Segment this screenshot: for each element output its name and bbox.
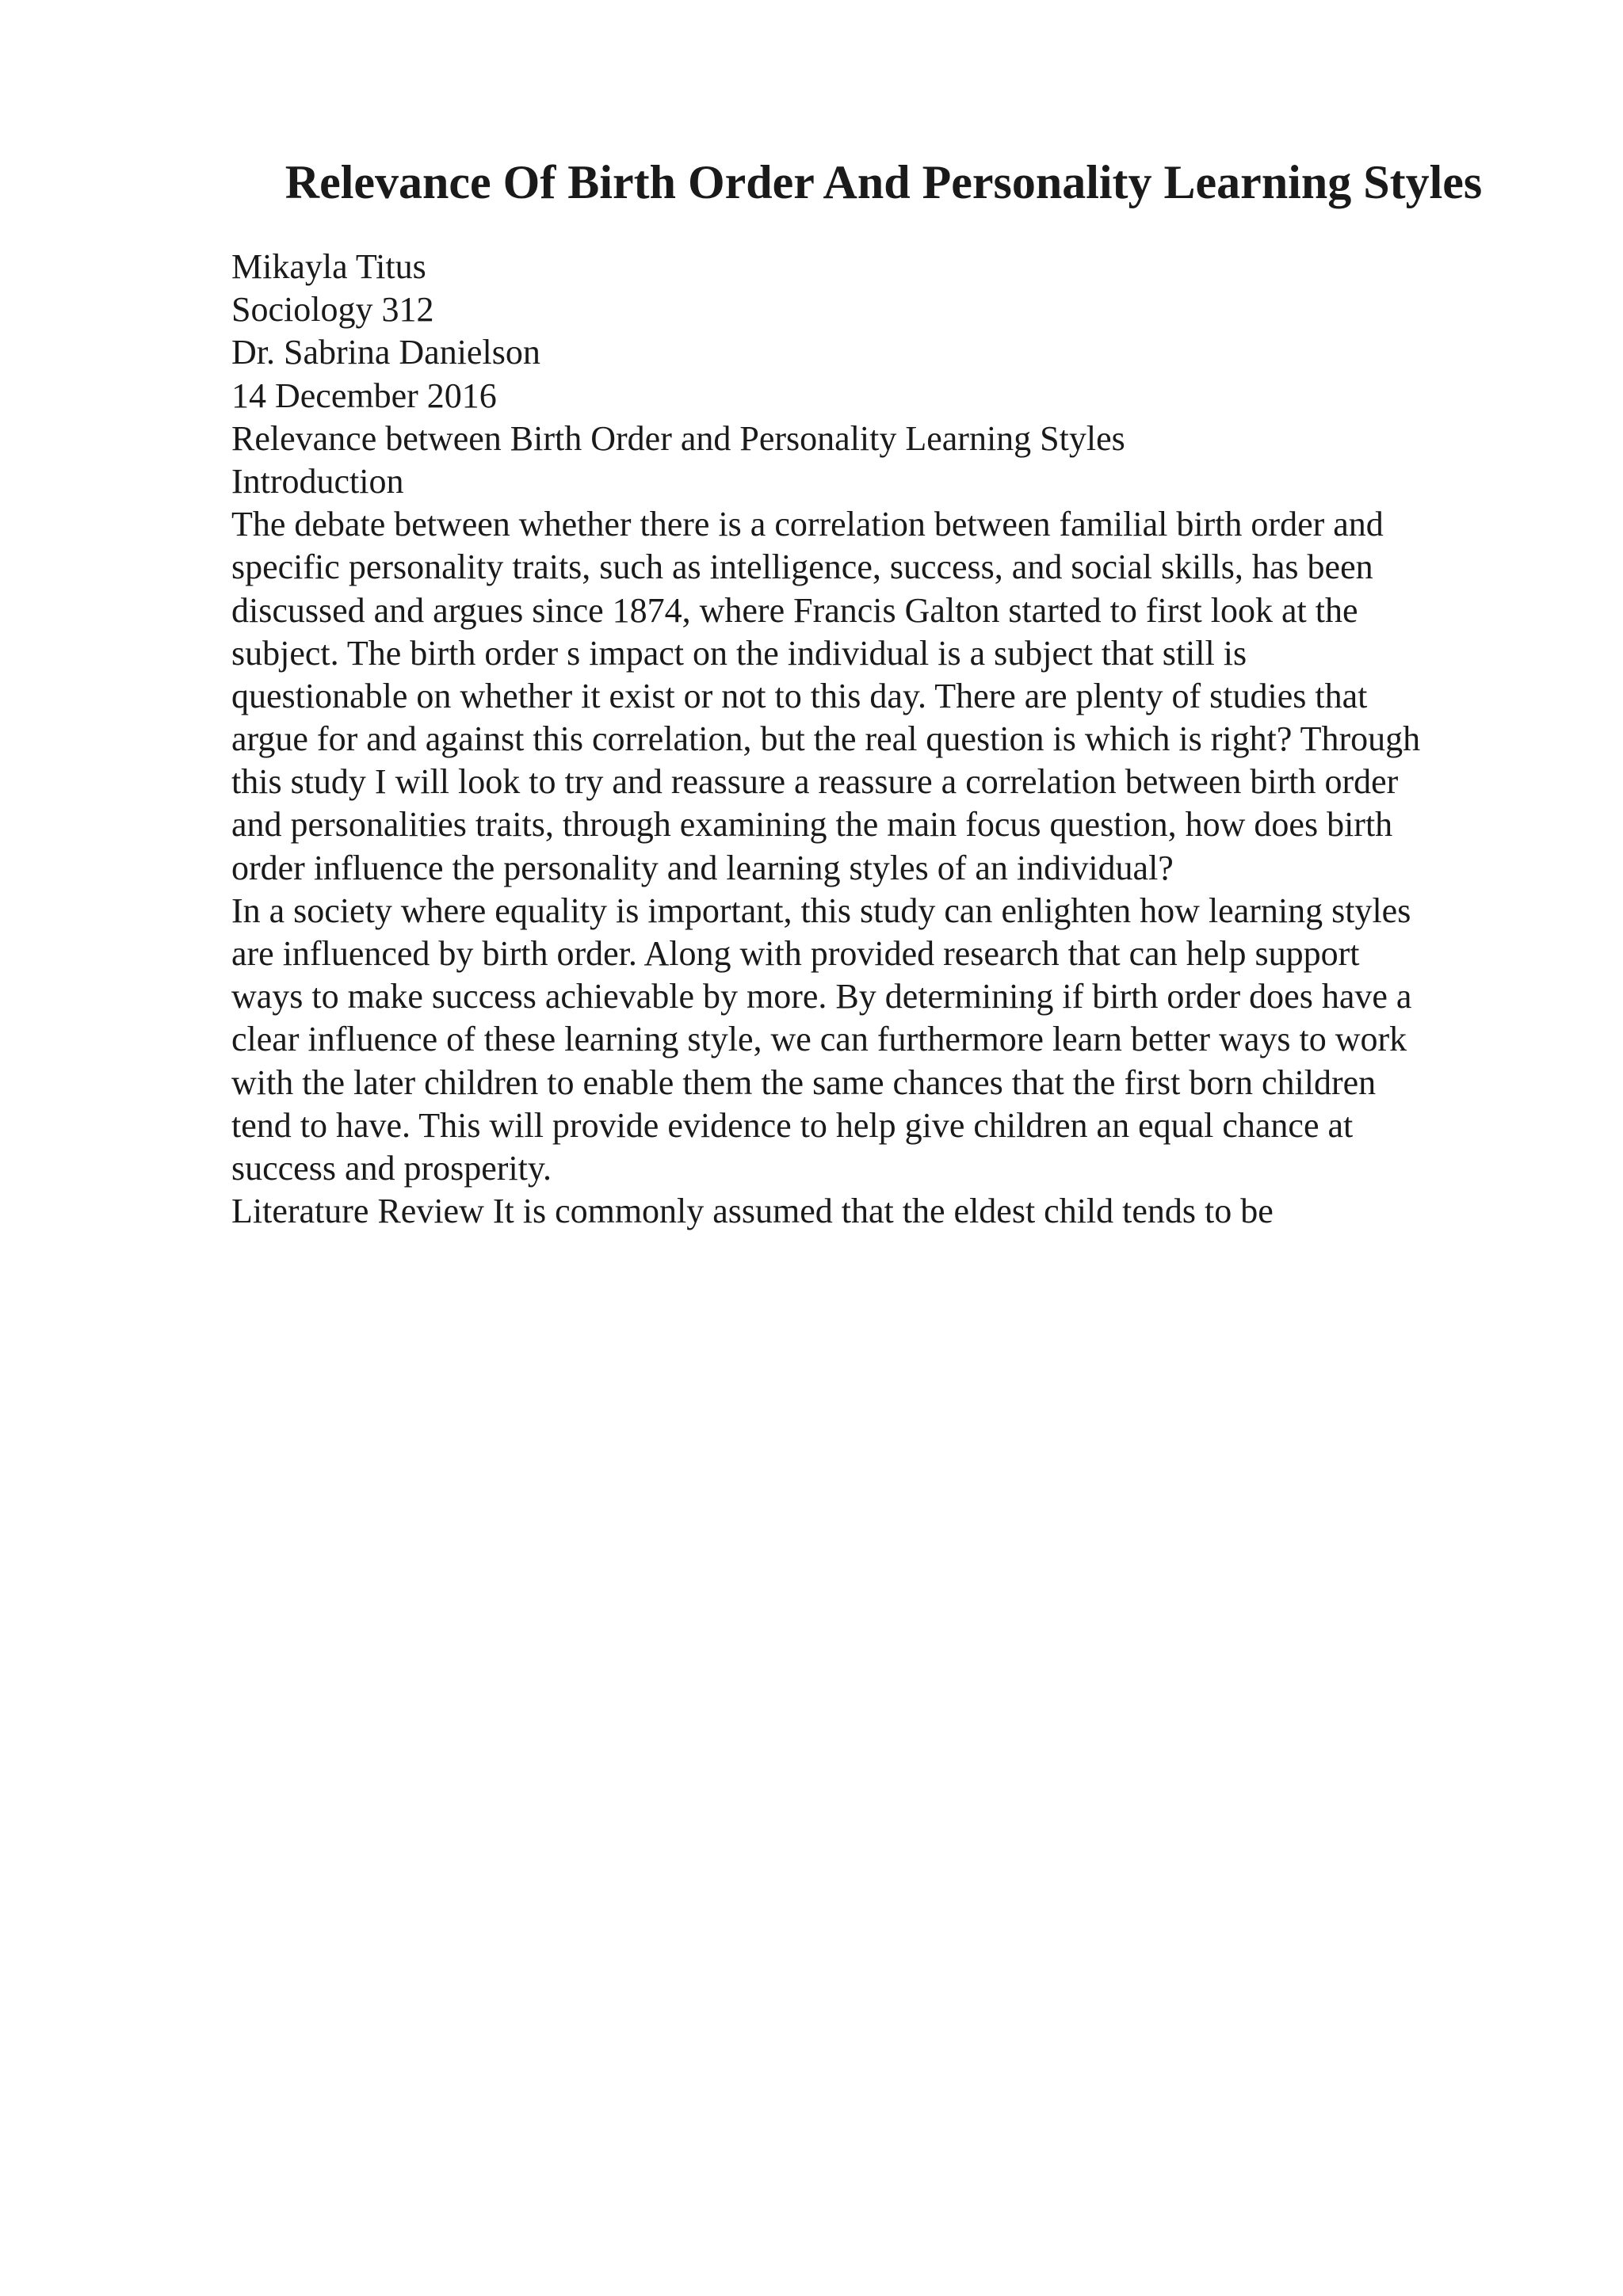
text-line: The debate between whether there is a correlation between familial birth order and [231,505,1384,544]
paragraph-literature-review [231,1190,1507,1233]
instructor-name: Dr. Sabrina Danielson [231,333,540,372]
text-line: clear influence of these learning style, we can furthermore learn better ways to work [231,1020,1407,1059]
document-title: Relevance Of Birth Order And Personality Learning Styles [285,156,1483,208]
text-line: this study I will look to try and reassure a reassure a correlation between birth order [231,762,1399,802]
text-line: questionable on whether it exist or not to this day. There are plenty of studies that [231,676,1368,715]
text-line: order influence the personality and learning styles of an individual? [231,848,1174,887]
text-line: In a society where equality is important, this study can enlighten how learning styles [231,891,1411,930]
section-heading-introduction: Introduction [231,461,404,501]
text-line: subject. The birth order s impact on the individual is a subject that still is [231,633,1247,673]
paper-title: Relevance between Birth Order and Personality Learning Styles [231,418,1125,458]
text-line: and personalities traits, through examining the main focus question, how does birth [231,805,1393,845]
text-line: Literature Review It is commonly assumed that the eldest child tends to be [231,1192,1274,1231]
document-body [231,246,1507,1233]
text-line: success and prosperity. [231,1148,552,1188]
author-name: Mikayla Titus [231,247,426,286]
text-line: ways to make success achievable by more. By determining if birth order does have a [231,977,1412,1016]
paragraph-equality [231,890,1507,1190]
text-line: discussed and argues since 1874, where Francis Galton started to first look at the [231,590,1358,630]
paragraph-introduction [231,503,1507,890]
text-line: with the later children to enable them the same chances that the first born children [231,1062,1377,1102]
text-line: are influenced by birth order. Along with provided research that can help support [231,934,1360,973]
document-date: 14 December 2016 [231,376,497,415]
course-name: Sociology 312 [231,290,434,330]
text-line: tend to have. This will provide evidence to help give children an equal chance at [231,1105,1354,1145]
text-line: specific personality traits, such as intelligence, success, and social skills, has been [231,547,1373,587]
text-line: argue for and against this correlation, but the real question is which is right? Through [231,719,1421,759]
